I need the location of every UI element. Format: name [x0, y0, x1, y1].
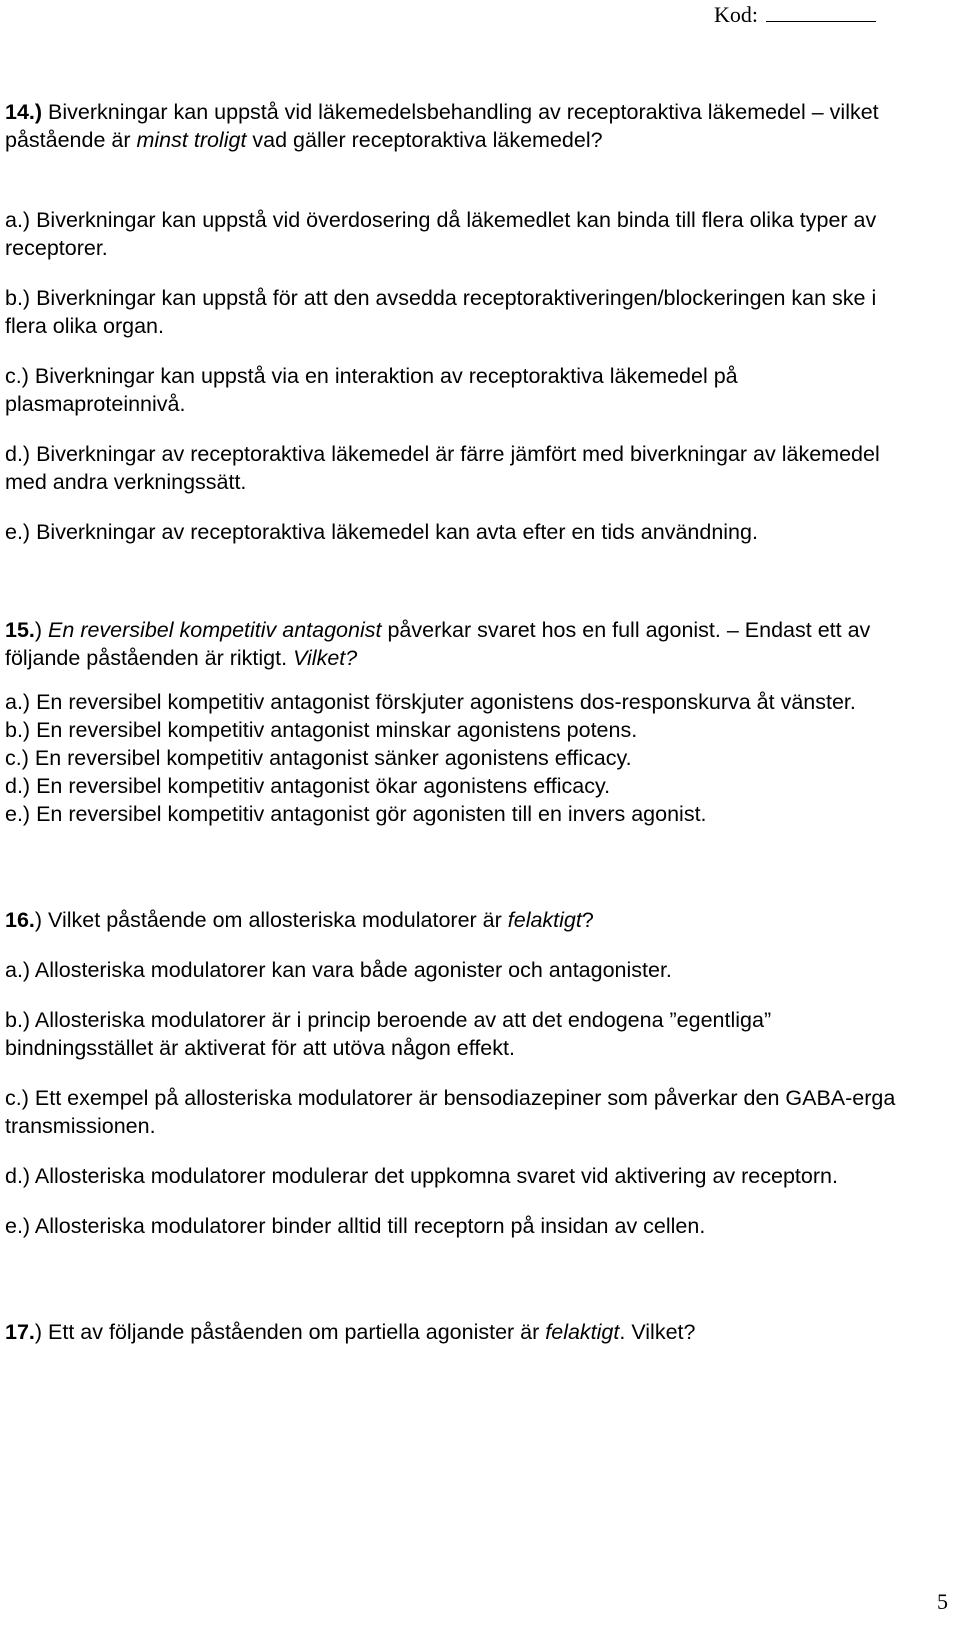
question-number: 17.: [5, 1320, 35, 1344]
option-text: En reversibel kompetitiv antagonist sänker agonistens efficacy.: [34, 746, 632, 770]
question-emphasis-2: Vilket?: [293, 646, 358, 670]
option-text: Allosteriska modulatorer binder alltid till receptorn på insidan av cellen.: [34, 1214, 706, 1238]
option-e: [5, 518, 905, 546]
question-content: [5, 98, 905, 1346]
option-c: [5, 744, 905, 772]
option-label: e.): [5, 520, 31, 544]
question-number-paren: ): [34, 1320, 43, 1344]
option-d: [5, 1162, 905, 1190]
question-text-post: vad gäller receptoraktiva läkemedel?: [252, 128, 603, 152]
option-c: [5, 362, 905, 418]
option-text: En reversibel kompetitiv antagonist minskar agonistens potens.: [36, 718, 638, 742]
question-16: [5, 906, 905, 934]
question-number-paren: ): [34, 618, 43, 642]
option-text: Allosteriska modulatorer modulerar det uppkomna svaret vid aktivering av receptorn.: [34, 1164, 838, 1188]
option-text: Biverkningar kan uppstå för att den avsedda receptoraktiveringen/blockeringen kan ske i flera olika organ.: [5, 286, 877, 338]
question-text-pre: Vilket påstående om allosteriska modulatorer är: [48, 908, 502, 932]
question-14: [5, 98, 905, 154]
question-17: [5, 1318, 905, 1346]
option-label: a.): [5, 958, 31, 982]
question-text-post: ?: [581, 908, 594, 932]
option-text: Allosteriska modulatorer kan vara både agonister och antagonister.: [34, 958, 672, 982]
question-emphasis: En reversibel kompetitiv antagonist: [48, 618, 382, 642]
question-emphasis: minst troligt: [136, 128, 247, 152]
option-b: [5, 1006, 905, 1062]
option-text: Ett exempel på allosteriska modulatorer är bensodiazepiner som påverkar den GABA-erga transmissionen.: [5, 1086, 896, 1138]
page-number: 5: [937, 1589, 948, 1614]
question-number: 16.: [5, 908, 35, 932]
option-d: [5, 772, 905, 800]
option-text: Biverkningar kan uppstå via en interaktion av receptoraktiva läkemedel på plasmaproteinnivå.: [5, 364, 738, 416]
question-text-post: påverkar svaret hos en full agonist. – Endast ett av följande påståenden är riktigt.: [5, 618, 871, 670]
option-label: e.): [5, 1214, 31, 1238]
question-number-paren: ): [34, 908, 43, 932]
question-number: 14.): [5, 100, 43, 124]
options-15: [5, 688, 905, 828]
code-field: [714, 2, 876, 28]
option-text: En reversibel kompetitiv antagonist förskjuter agonistens dos-responskurva åt vänster.: [36, 690, 856, 714]
option-b: [5, 284, 905, 340]
option-e: [5, 1212, 905, 1240]
option-text: Biverkningar av receptoraktiva läkemedel är färre jämfört med biverkningar av läkemedel med andra verkningssätt.: [5, 442, 880, 494]
option-a: [5, 688, 905, 716]
option-label: c.): [5, 1086, 29, 1110]
code-blank-line: [766, 3, 876, 22]
option-b: [5, 716, 905, 744]
option-label: b.): [5, 718, 31, 742]
option-c: [5, 1084, 905, 1140]
option-text: Biverkningar kan uppstå vid överdosering då läkemedlet kan binda till flera olika typer av receptorer.: [5, 208, 877, 260]
question-text-pre: Ett av följande påståenden om partiella agonister är: [48, 1320, 540, 1344]
option-label: a.): [5, 208, 31, 232]
option-text: Allosteriska modulatorer är i princip beroende av att det endogena ”egentliga” bindningsstället är aktiverat för att utöva någon effekt.: [5, 1008, 772, 1060]
option-text: En reversibel kompetitiv antagonist ökar agonistens efficacy.: [36, 774, 611, 798]
option-d: [5, 440, 905, 496]
question-number: 15.: [5, 618, 35, 642]
options-14: [5, 206, 905, 546]
option-a: [5, 206, 905, 262]
question-15: [5, 616, 905, 672]
question-text-pre: Biverkningar kan uppstå vid läkemedelsbehandling av receptoraktiva läkemedel – vilket påstående är: [5, 100, 879, 152]
question-text-post: . Vilket?: [619, 1320, 696, 1344]
option-label: d.): [5, 1164, 31, 1188]
option-label: b.): [5, 286, 31, 310]
option-label: b.): [5, 1008, 31, 1032]
option-text: Biverkningar av receptoraktiva läkemedel kan avta efter en tids användning.: [36, 520, 758, 544]
code-label: Kod:: [714, 2, 758, 27]
option-label: d.): [5, 774, 31, 798]
options-16: [5, 956, 905, 1240]
question-emphasis: felaktigt: [545, 1320, 620, 1344]
option-a: [5, 956, 905, 984]
option-label: e.): [5, 802, 31, 826]
option-label: a.): [5, 690, 31, 714]
option-text: En reversibel kompetitiv antagonist gör agonisten till en invers agonist.: [36, 802, 707, 826]
option-e: [5, 800, 905, 828]
question-emphasis: felaktigt: [507, 908, 582, 932]
option-label: c.): [5, 746, 29, 770]
option-label: c.): [5, 364, 29, 388]
option-label: d.): [5, 442, 31, 466]
